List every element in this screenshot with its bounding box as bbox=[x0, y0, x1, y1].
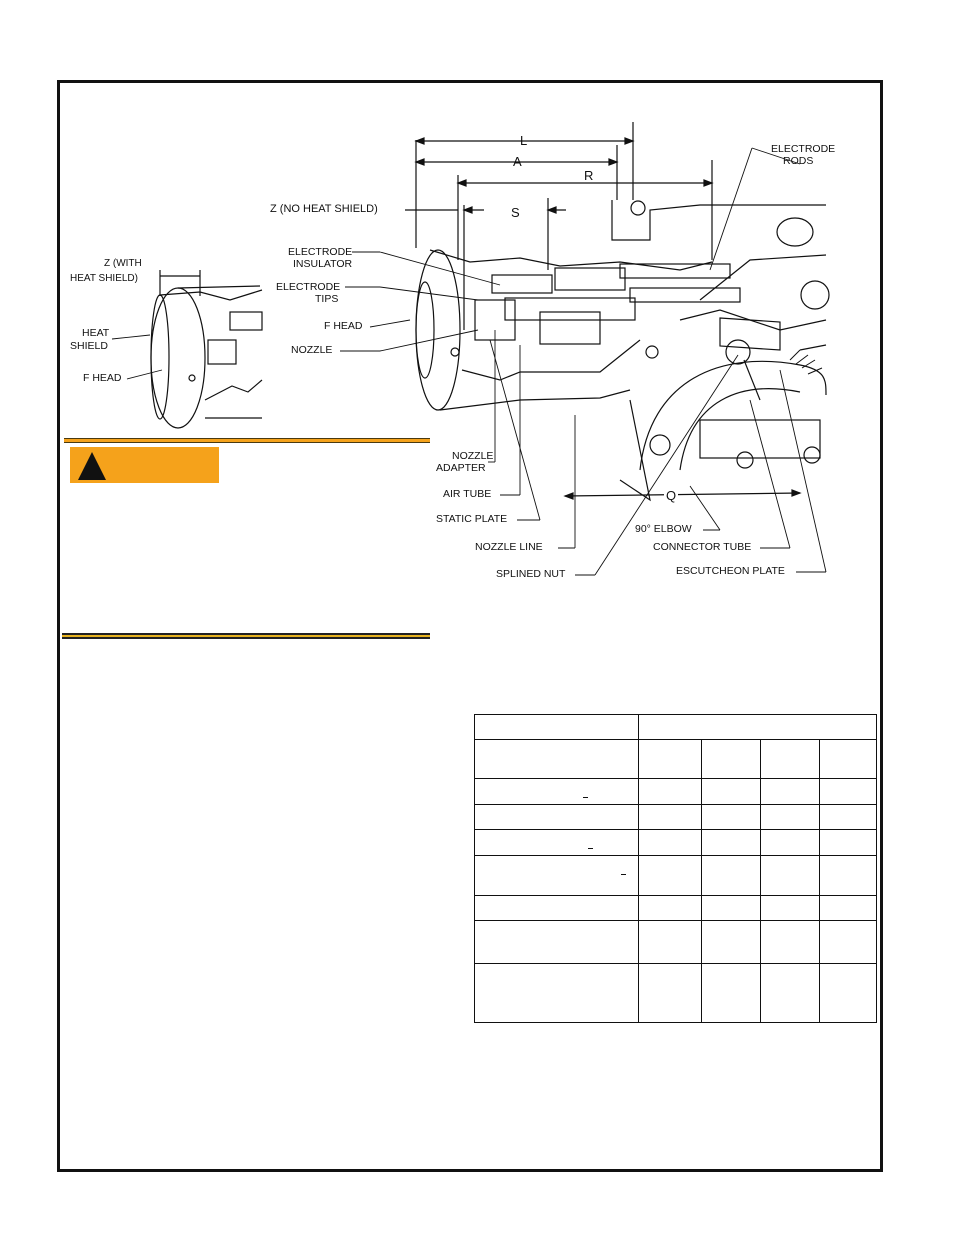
electrode-insulator-label-1: ELECTRODE bbox=[288, 246, 353, 258]
electrode-rods-label-1: ELECTRODE bbox=[771, 143, 836, 155]
table-cell bbox=[820, 856, 877, 896]
electrode-insulator-label-2: INSULATOR bbox=[293, 258, 353, 270]
dim-Q-label: Q bbox=[666, 488, 677, 503]
table-cell bbox=[820, 779, 877, 805]
table-cell bbox=[761, 830, 820, 856]
table-cell bbox=[820, 740, 877, 779]
table-row bbox=[475, 830, 877, 856]
table-cell bbox=[639, 779, 702, 805]
electrode-tips-label-1: ELECTRODE bbox=[276, 281, 341, 293]
table-row bbox=[475, 856, 877, 896]
table-cell bbox=[820, 921, 877, 964]
table-row bbox=[475, 805, 877, 830]
f-head-label: F HEAD bbox=[324, 320, 363, 332]
table-cell bbox=[761, 896, 820, 921]
table-cell bbox=[639, 964, 702, 1023]
dim-R-label: R bbox=[584, 168, 594, 183]
table-row bbox=[475, 964, 877, 1023]
electrode-rods-label-2: RODS bbox=[783, 155, 814, 167]
air-tube-label: AIR TUBE bbox=[443, 488, 492, 500]
table-cell bbox=[702, 779, 761, 805]
table-cell bbox=[702, 896, 761, 921]
table-cell bbox=[639, 830, 702, 856]
splined-nut-label: SPLINED NUT bbox=[496, 568, 566, 580]
table-cell bbox=[702, 921, 761, 964]
table-cell bbox=[820, 830, 877, 856]
table-cell bbox=[475, 964, 639, 1023]
dim-A-label: A bbox=[513, 154, 522, 169]
table-row bbox=[475, 715, 877, 740]
table-cell bbox=[639, 856, 702, 896]
dim-L-label: L bbox=[520, 133, 528, 148]
table-mark bbox=[621, 874, 626, 875]
heat-shield-label-1: HEAT bbox=[82, 327, 110, 339]
nozzle-adapter-label-1: NOZZLE bbox=[452, 450, 494, 462]
z-with-heat-shield-label-2: HEAT SHIELD) bbox=[70, 273, 138, 284]
table-cell bbox=[761, 964, 820, 1023]
z-with-heat-shield-label-1: Z (WITH bbox=[104, 258, 142, 269]
nozzle-line-label: NOZZLE LINE bbox=[475, 541, 543, 553]
spec-table bbox=[474, 714, 877, 1023]
table-cell bbox=[820, 896, 877, 921]
table-mark bbox=[583, 797, 588, 798]
connector-tube-label: CONNECTOR TUBE bbox=[653, 541, 752, 553]
dim-S-label: S bbox=[511, 205, 520, 220]
table-row bbox=[475, 896, 877, 921]
table-cell bbox=[475, 779, 639, 805]
table-cell bbox=[475, 856, 639, 896]
table-row bbox=[475, 921, 877, 964]
table-cell bbox=[761, 779, 820, 805]
table-cell bbox=[702, 830, 761, 856]
table-cell bbox=[820, 805, 877, 830]
nozzle-label: NOZZLE bbox=[291, 344, 333, 356]
warning-triangle-icon bbox=[78, 452, 106, 480]
table-cell bbox=[475, 740, 639, 779]
table-cell bbox=[702, 805, 761, 830]
table-cell bbox=[761, 856, 820, 896]
table-cell bbox=[761, 921, 820, 964]
table-cell bbox=[639, 740, 702, 779]
table-cell bbox=[702, 740, 761, 779]
table-cell bbox=[475, 805, 639, 830]
table-cell bbox=[475, 715, 639, 740]
table-cell bbox=[639, 921, 702, 964]
elbow-90-label: 90° ELBOW bbox=[635, 523, 692, 535]
warning-top-rule bbox=[64, 438, 430, 443]
table-cell bbox=[702, 964, 761, 1023]
table-cell bbox=[761, 805, 820, 830]
z-no-heat-shield-label: Z (NO HEAT SHIELD) bbox=[270, 203, 378, 215]
table-cell bbox=[702, 856, 761, 896]
f-head-left-label: F HEAD bbox=[83, 372, 122, 384]
table-cell bbox=[639, 805, 702, 830]
heat-shield-label-2: SHIELD bbox=[70, 340, 108, 352]
escutcheon-plate-label: ESCUTCHEON PLATE bbox=[676, 565, 785, 577]
electrode-tips-label-2: TIPS bbox=[315, 293, 339, 305]
table-mark bbox=[588, 848, 593, 849]
table-cell bbox=[761, 740, 820, 779]
table-row bbox=[475, 740, 877, 779]
table-row bbox=[475, 779, 877, 805]
table-cell bbox=[639, 896, 702, 921]
nozzle-adapter-label-2: ADAPTER bbox=[436, 462, 486, 474]
table-cell bbox=[820, 964, 877, 1023]
table-cell bbox=[639, 715, 877, 740]
table-cell bbox=[475, 830, 639, 856]
table-cell bbox=[475, 896, 639, 921]
static-plate-label: STATIC PLATE bbox=[436, 513, 508, 525]
table-cell bbox=[475, 921, 639, 964]
warning-bottom-rule bbox=[62, 633, 430, 639]
